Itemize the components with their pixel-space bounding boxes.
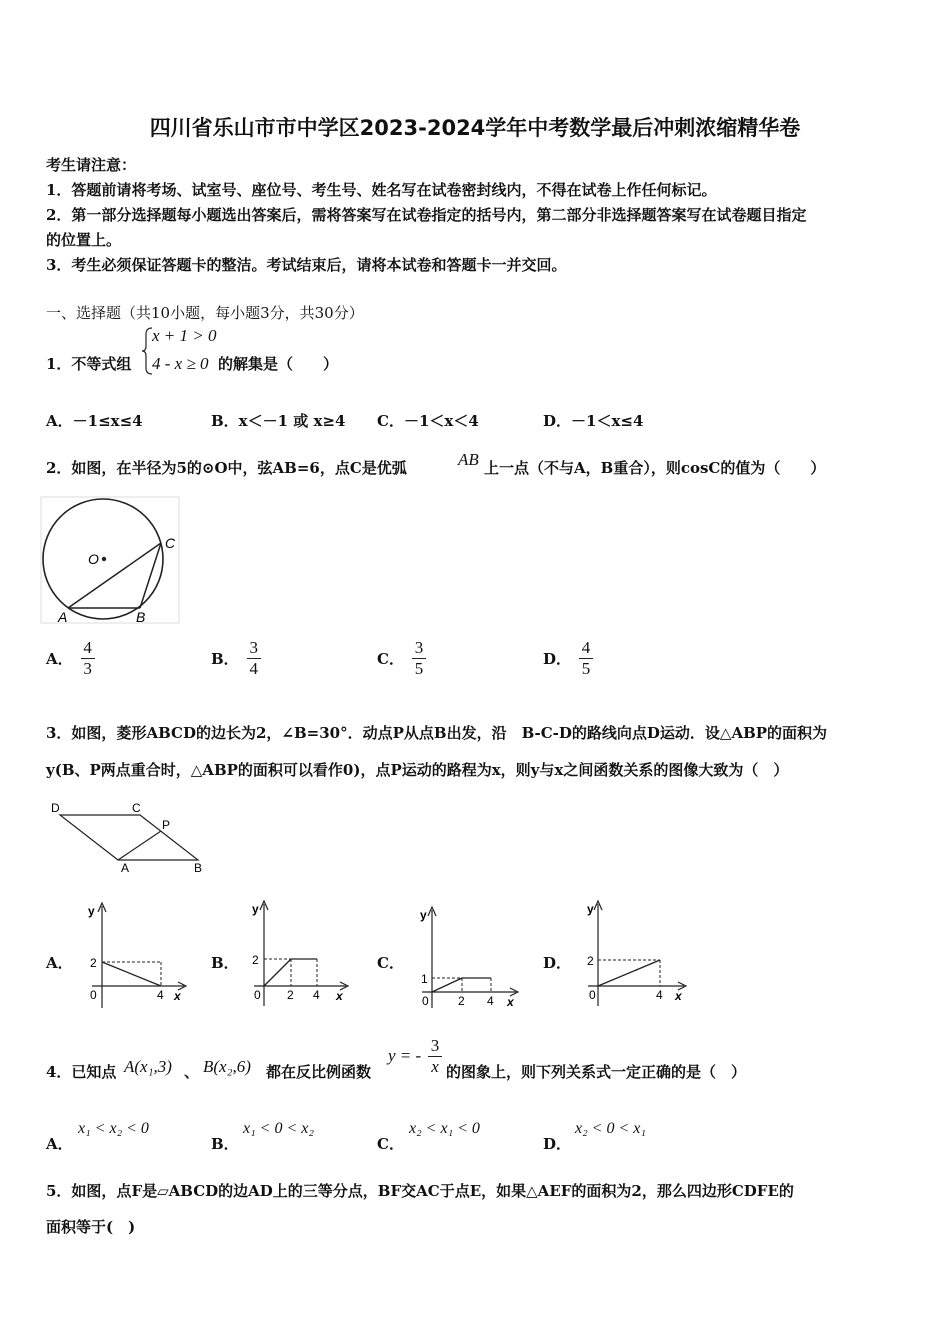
q4-function-fraction: 3 x (428, 1036, 442, 1076)
notice-heading: 考生请注意： (46, 156, 137, 174)
svg-text:2: 2 (90, 956, 97, 970)
q5-line-1: 5．如图，点F是▱ABCD的边AD上的三等分点，BF交AC于点E，如果△AEF的面积为2，那么四边形CDFE的 (46, 1182, 794, 1200)
svg-text:y: y (88, 904, 95, 918)
q3-graph-c (414, 902, 524, 1014)
q1-prefix: 1．不等式组 (46, 355, 132, 373)
q4-option-b: x₁ < 0 < x₂ (243, 1120, 314, 1137)
svg-text:2: 2 (458, 994, 465, 1008)
section-heading: 一、选择题（共10小题，每小题3分，共30分） (46, 304, 364, 322)
q4-function-left: y = - (388, 1046, 422, 1065)
q2-option-c: C． $\frac{3}{5}$ (377, 638, 426, 678)
q4-suffix: 的图象上，则下列关系式一定正确的是（ ） (446, 1063, 747, 1081)
q3-graph-b (246, 896, 356, 1014)
svg-text:y: y (587, 902, 594, 916)
svg-text:0: 0 (90, 988, 97, 1002)
q4-option-b-letter: B． (211, 1135, 239, 1153)
q1-suffix: 的解集是（ ） (218, 355, 339, 373)
svg-text:y: y (420, 908, 427, 922)
q1-inequality-1: x + 1 > 0 (152, 326, 217, 345)
notice-item: 的位置上。 (46, 231, 122, 249)
notice-item: 2．第一部分选择题每小题选出答案后，需将答案写在试卷指定的括号内，第二部分非选择题答案写在试卷题目指定 (46, 206, 807, 224)
label-b: B (194, 861, 203, 875)
q3-graph-a (84, 898, 194, 1016)
svg-text:0: 0 (254, 988, 261, 1002)
q4-point-b: B(x₂,6) (203, 1057, 251, 1076)
q3-graph-d (582, 896, 694, 1014)
svg-text:x: x (336, 989, 343, 1003)
svg-text:4: 4 (313, 988, 320, 1002)
q4-mid: 都在反比例函数 (266, 1063, 372, 1081)
q3-option-c-letter: C． (377, 954, 404, 972)
svg-text:0: 0 (422, 994, 429, 1008)
q3-line-1: 3．如图，菱形ABCD的边长为2，∠B=30°．动点P从点B出发，沿 B-C-D的路线向点D运动．设△ABP的面积为 (46, 724, 828, 742)
svg-text:2: 2 (587, 954, 594, 968)
q3-option-d-letter: D． (543, 954, 572, 972)
q1-option-c: C．－1＜x＜4 (377, 412, 479, 430)
q4-option-d-letter: D． (543, 1135, 572, 1153)
svg-text:0: 0 (589, 988, 596, 1002)
svg-text:x: x (507, 995, 514, 1009)
q2-option-b: B． $\frac{3}{4}$ (211, 638, 261, 678)
svg-text:2: 2 (287, 988, 294, 1002)
q3-option-b-letter: B． (211, 954, 239, 972)
q1-option-a: A．－1≤x≤4 (46, 412, 143, 430)
q4-option-a-letter: A． (46, 1135, 73, 1153)
q1-inequality-2: 4 - x ≥ 0 (152, 354, 209, 373)
label-c: C (132, 801, 141, 815)
q4-option-d: x₂ < 0 < x₁ (575, 1120, 646, 1137)
center-dot (102, 557, 106, 561)
q2-prefix: 2．如图，在半径为5的⊙O中，弦AB=6，点C是优弧 (46, 459, 407, 477)
svg-text:4: 4 (656, 988, 663, 1002)
label-p: P (162, 818, 171, 832)
q2-arc-label: AB (458, 450, 479, 469)
q3-option-a-letter: A． (46, 954, 73, 972)
q1-option-d: D．－1＜x≤4 (543, 412, 644, 430)
q2-suffix: 上一点（不与A，B重合），则cosC的值为（ ） (484, 459, 826, 477)
svg-text:4: 4 (157, 988, 164, 1002)
svg-text:y: y (252, 902, 259, 916)
svg-text:4: 4 (487, 994, 494, 1008)
svg-text:1: 1 (421, 972, 428, 986)
label-d: D (51, 801, 60, 815)
label-o: O (88, 551, 99, 567)
q3-rhombus-figure (48, 798, 218, 876)
q2-option-a: A． $\frac{4}{3}$ (46, 638, 95, 678)
q1-option-b: B．x＜－1 或 x≥4 (211, 412, 346, 430)
chord-ac (68, 543, 161, 608)
q5-line-2: 面积等于( ) (46, 1218, 136, 1236)
q2-circle-figure (40, 496, 182, 626)
q4-prefix: 4．已知点 (46, 1063, 117, 1081)
label-a: A (58, 609, 68, 625)
label-a: A (121, 861, 130, 875)
q4-point-a: A(x₁,3) (124, 1057, 172, 1076)
svg-text:x: x (675, 989, 682, 1003)
notice-item: 1．答题前请将考场、试室号、座位号、考生号、姓名写在试卷密封线内，不得在试卷上作任何标记。 (46, 181, 717, 199)
q4-separator: 、 (184, 1063, 200, 1081)
notice-item: 3．考生必须保证答题卡的整洁。考试结束后，请将本试卷和答题卡一并交回。 (46, 256, 567, 274)
chord-bc (140, 543, 161, 608)
q4-option-c-letter: C． (377, 1135, 404, 1153)
svg-text:x: x (174, 989, 181, 1003)
label-c: C (165, 535, 176, 551)
page-title: 四川省乐山市市中学区2023-2024学年中考数学最后冲刺浓缩精华卷 (149, 116, 801, 140)
label-b: B (136, 609, 146, 625)
svg-text:2: 2 (252, 953, 259, 967)
segment-ap (118, 831, 161, 860)
q4-option-c: x₂ < x₁ < 0 (409, 1120, 480, 1137)
q2-option-d: D． $\frac{4}{5}$ (543, 638, 593, 678)
q4-option-a: x₁ < x₂ < 0 (78, 1120, 149, 1137)
q3-line-2: y(B、P两点重合时，△ABP的面积可以看作0)，点P运动的路程为x，则y与x之间函数关系的图像大致为（ ） (46, 761, 789, 779)
